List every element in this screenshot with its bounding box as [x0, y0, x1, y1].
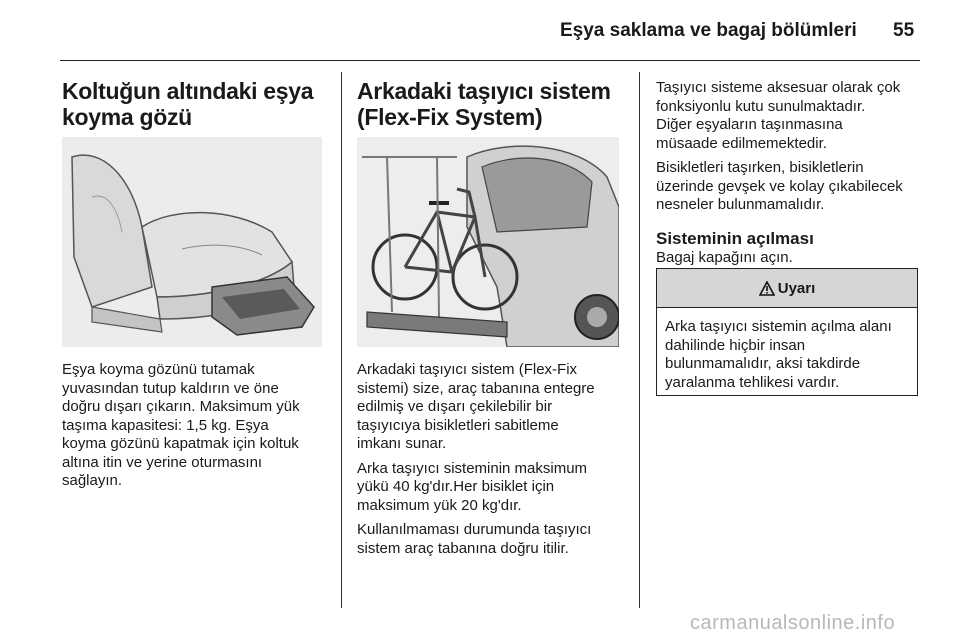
line: Arka taşıyıcı sisteminin maksimum [357, 459, 588, 477]
warning-title: Uyarı [777, 279, 816, 297]
flex-fix-text [357, 361, 635, 558]
column-1 [62, 78, 332, 130]
line: Arkadaki taşıyıcı sistem (Flex-Fix [357, 361, 578, 378]
line: edilmiş ve dışarı çekilebilir bir [357, 398, 553, 415]
line: sistem araç tabanına doğru itilir. [357, 539, 569, 557]
line: Arka taşıyıcı sistemin açılma alanı [665, 318, 892, 335]
page-header-title: Eşya saklama ve bagaj bölümleri [560, 20, 857, 41]
seat-storage-text [62, 361, 334, 491]
line: nesneler bulunmamalıdır. [656, 196, 825, 213]
warning-triangle-icon [759, 281, 775, 296]
column-3 [656, 79, 926, 267]
warning-body [657, 308, 917, 392]
line: Kullanılmaması durumunda taşıyıcı [357, 521, 592, 538]
line: doğru dışarı çıkarın. Maksimum yük [62, 398, 300, 415]
line: Eşya koyma gözünü tutamak [62, 361, 255, 378]
line: bulunmamalıdır, aksi takdirde [665, 355, 861, 372]
line: Bisikletleri taşırken, bisikletlerin [656, 159, 864, 176]
section-heading-flex-fix: Arkadaki taşıyıcı sistem (Flex-Fix System) [357, 78, 611, 130]
line: fonksiyonlu kutu sunulmaktadır. [656, 97, 866, 115]
line: yaralanma tehlikesi vardır. [665, 373, 840, 391]
line: maksimum yük 20 kg'dır. [357, 496, 522, 514]
line: taşıma kapasitesi: 1,5 kg. Eşya [62, 416, 269, 434]
line: müsaade edilmemektedir. [656, 134, 827, 152]
line: imkanı sunar. [357, 435, 447, 452]
section-heading-seat-storage: Koltuğun altındaki eşya koyma gözü [62, 78, 314, 130]
page-number: 55 [893, 20, 915, 41]
column-divider-1 [341, 72, 342, 608]
line: taşıyıcıya bisikletleri sabitleme [357, 416, 559, 434]
line: yükü 40 kg'dır.Her bisiklet için [357, 478, 555, 495]
column-divider-2 [639, 72, 640, 608]
line: Diğer eşyaların taşınmasına [656, 116, 843, 133]
line: üzerinde gevşek ve kolay çıkabilecek [656, 177, 903, 195]
line: Taşıyıcı sisteme aksesuar olarak çok [656, 79, 901, 96]
line: koyma gözünü kapatmak için koltuk [62, 435, 299, 452]
line: yuvasından tutup kaldırın ve öne [62, 379, 279, 397]
line: altına itin ve yerine oturmasını [62, 453, 263, 471]
seat-storage-illustration [62, 137, 322, 347]
bike-carrier-illustration [357, 137, 619, 347]
column-2 [357, 78, 635, 130]
watermark: carmanualsonline.info [690, 612, 896, 634]
line: sistemi) size, araç tabanına entegre [357, 379, 595, 397]
line: dahilinde hiçbir insan [665, 336, 806, 354]
line: sağlayın. [62, 472, 123, 489]
subheading-opening-system: Sisteminin açılması [656, 228, 814, 248]
warning-header [657, 269, 917, 308]
header-rule [60, 60, 920, 61]
line: Bagaj kapağını açın. [656, 248, 793, 266]
warning-box [656, 268, 918, 396]
